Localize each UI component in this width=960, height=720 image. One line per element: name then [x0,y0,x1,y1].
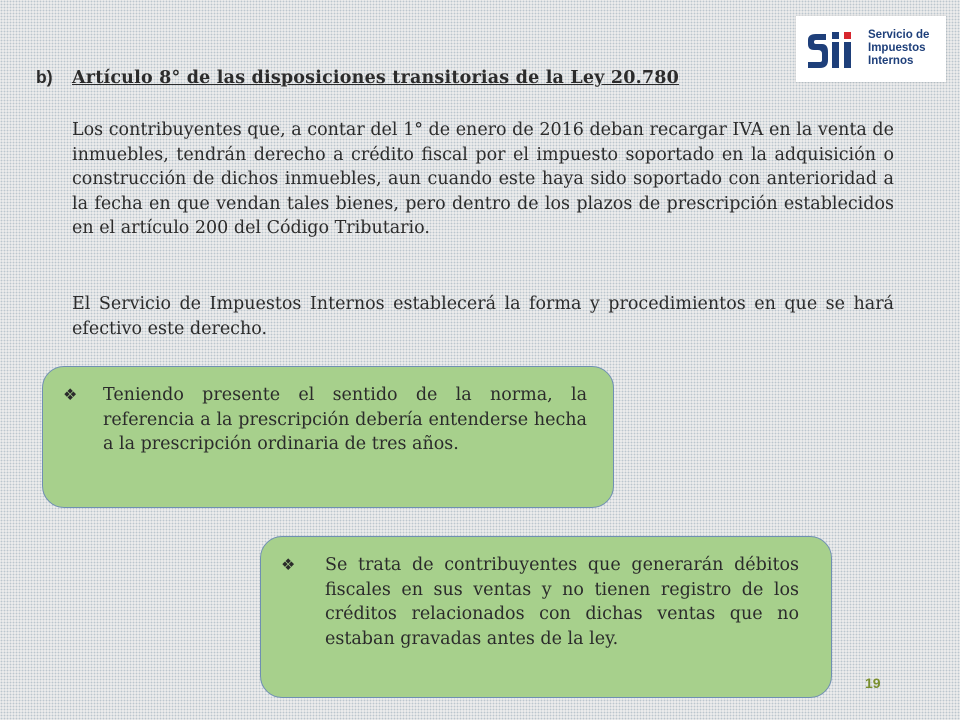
body-paragraph-2: El Servicio de Impuestos Internos establecerá la forma y procedimientos en que se hará efectivo este derecho. [72,294,894,339]
diamond-bullet-icon: ❖ [281,555,296,574]
callout-prescripcion [42,366,614,508]
page-number: 19 [865,675,881,691]
section-marker: b) [36,67,53,87]
sii-logo-mark [804,24,866,74]
logo-line: Internos [868,55,914,67]
logo-wordmark [868,29,929,68]
diamond-bullet-icon: ❖ [63,385,78,404]
logo-line: Impuestos [868,42,926,54]
body-paragraph-1: Los contribuyentes que, a contar del 1° de enero de 2016 deban recargar IVA en la venta de inmuebles, tendrán derecho a crédito fiscal por el impuesto soportado en la adquisición o construcción de dichos inmuebles, aun cuando este haya sido soportado con anterioridad a la fecha en que vendan tales bienes, pero dentro de los plazos de prescripción establecidos en el artículo 200 del Código Tributario. [72,120,894,238]
sii-logo [796,16,946,82]
section-heading [36,67,776,88]
section-title: Artículo 8° de las disposiciones transitorias de la Ley 20.780 [72,68,680,88]
callout-text: Se trata de contribuyentes que generarán débitos fiscales en sus ventas y no tienen registro de los créditos relacionados con dichas ventas que no estaban gravadas antes de la ley. [325,555,799,649]
callout-text: Teniendo presente el sentido de la norma, la referencia a la prescripción debería entenderse hecha a la prescripción ordinaria de tres años. [103,385,587,454]
logo-line: Servicio de [868,29,930,41]
callout-contribuyentes [260,536,832,698]
